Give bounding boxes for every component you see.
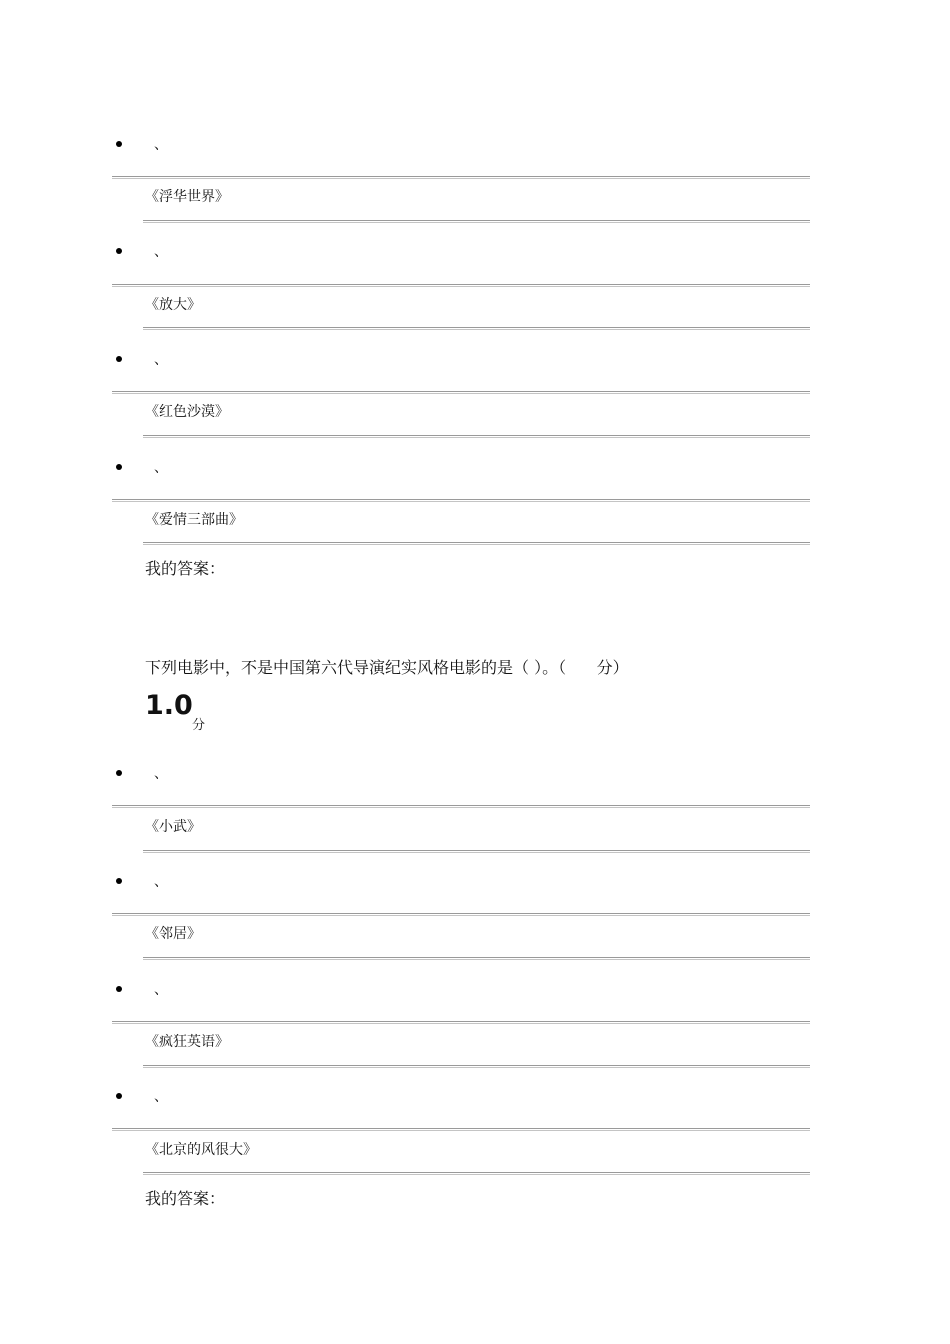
divider	[143, 1172, 810, 1175]
bullet-icon	[116, 878, 122, 884]
my-answer-label: 我的答案：	[145, 559, 226, 578]
divider	[143, 327, 810, 330]
divider	[112, 391, 810, 394]
question-text: 下列电影中，不是中国第六代导演纪实风格电影的是（ ）。（ 分）	[145, 658, 629, 677]
option-marker: 、	[154, 766, 168, 782]
my-answer-label: 我的答案：	[145, 1189, 226, 1208]
divider	[143, 220, 810, 223]
option-marker: 、	[154, 874, 168, 890]
bullet-icon	[116, 248, 122, 254]
divider	[143, 1065, 810, 1068]
divider	[112, 913, 810, 916]
option-marker: 、	[154, 137, 168, 153]
divider	[112, 805, 810, 808]
option-marker: 、	[154, 1089, 168, 1105]
divider	[112, 499, 810, 502]
option-marker: 、	[154, 982, 168, 998]
divider	[112, 1021, 810, 1024]
option-marker: 、	[154, 244, 168, 260]
divider	[112, 1128, 810, 1131]
bullet-icon	[116, 141, 122, 147]
bullet-icon	[116, 1093, 122, 1099]
option-text[interactable]: 《浮华世界》	[145, 189, 229, 205]
divider	[112, 284, 810, 287]
bullet-icon	[116, 356, 122, 362]
option-text[interactable]: 《疯狂英语》	[145, 1034, 229, 1050]
score-unit: 分	[192, 718, 206, 733]
option-text[interactable]: 《北京的风很大》	[145, 1142, 257, 1158]
divider	[143, 542, 810, 545]
bullet-icon	[116, 464, 122, 470]
option-text[interactable]: 《邻居》	[145, 926, 201, 942]
bullet-icon	[116, 770, 122, 776]
option-text[interactable]: 《爱情三部曲》	[145, 512, 243, 528]
option-marker: 、	[154, 352, 168, 368]
option-marker: 、	[154, 460, 168, 476]
bullet-icon	[116, 986, 122, 992]
divider	[143, 435, 810, 438]
option-text[interactable]: 《小武》	[145, 819, 201, 835]
divider	[143, 957, 810, 960]
divider	[112, 176, 810, 179]
divider	[143, 850, 810, 853]
option-text[interactable]: 《放大》	[145, 297, 201, 313]
score-value: 1.0	[145, 690, 193, 721]
option-text[interactable]: 《红色沙漠》	[145, 404, 229, 420]
